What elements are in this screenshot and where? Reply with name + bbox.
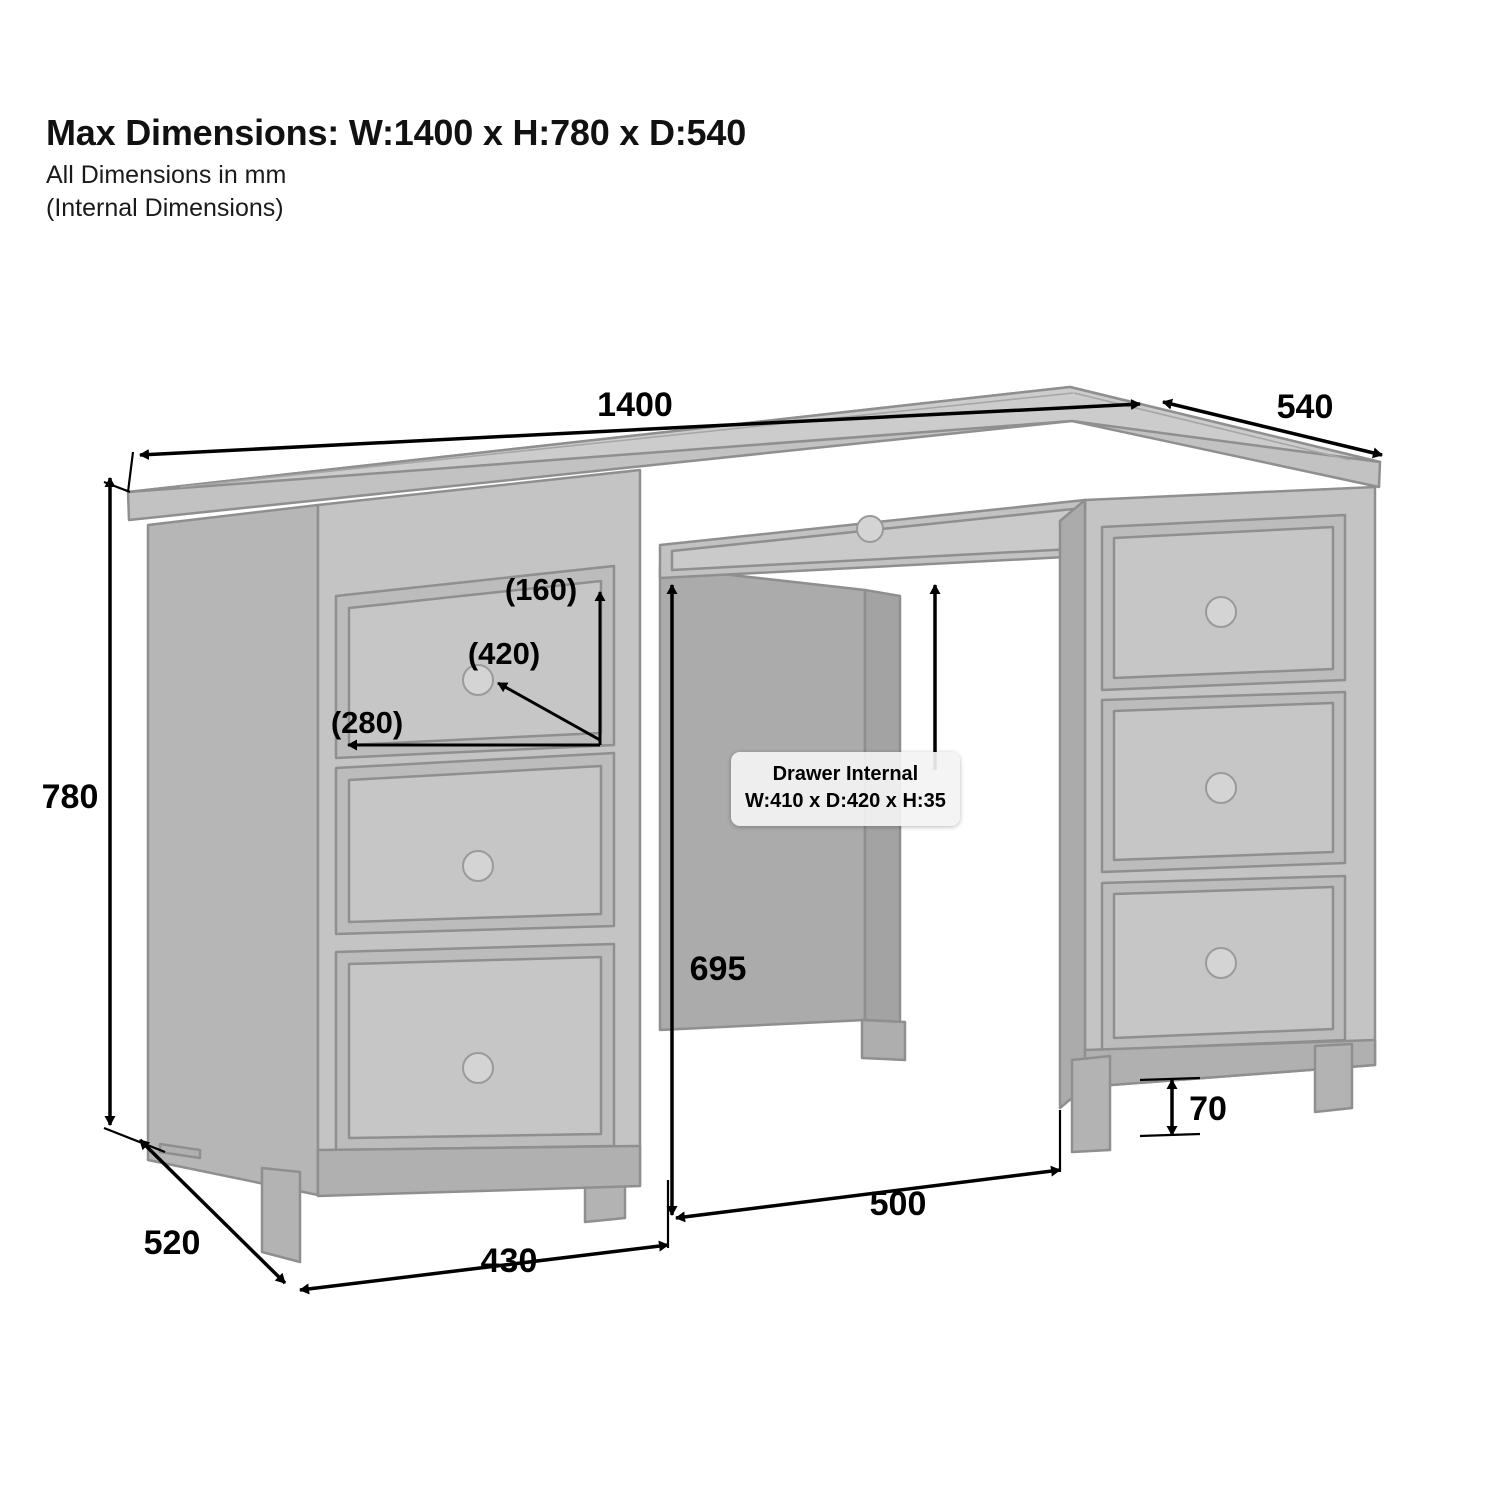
left-pedestal-foot-front-left [262,1168,300,1262]
label-160: (160) [504,572,578,607]
knob-left-bottom [463,1053,493,1083]
knob-right-bottom [1206,948,1236,978]
left-pedestal-plinth [318,1146,640,1196]
label-780: 780 [41,778,99,816]
knee-back-foot [862,1020,905,1060]
knob-left-mid [463,851,493,881]
ext-1400-left [128,452,133,492]
left-pedestal-side [148,505,318,1195]
callout-title: Drawer Internal [772,763,919,785]
label-430: 430 [480,1242,538,1280]
ext-780-top [104,482,130,492]
label-420: (420) [467,636,541,671]
right-pedestal-foot-right [1315,1044,1352,1112]
label-70: 70 [1189,1090,1227,1128]
label-1400: 1400 [597,386,673,424]
page-subtitle-secondary: (Internal Dimensions) [46,194,284,223]
right-pedestal-side-left [1060,500,1085,1108]
label-500: 500 [869,1185,927,1223]
label-540: 540 [1276,388,1334,426]
label-520: 520 [143,1224,201,1262]
dim-line-500 [676,1170,1060,1218]
ext-70-bottom [1140,1134,1200,1136]
knob-right-top [1206,597,1236,627]
left-pedestal-foot-front-right [585,1186,625,1222]
page-title: Max Dimensions: W:1400 x H:780 x D:540 [46,112,747,153]
label-695: 695 [689,950,747,988]
knob-right-mid [1206,773,1236,803]
right-pedestal-foot-left [1072,1056,1110,1152]
callout-values: W:410 x D:420 x H:35 [745,790,946,812]
page-subtitle: All Dimensions in mm [46,161,287,190]
knob-center [857,516,883,542]
label-280: (280) [330,705,404,740]
drawer-internal-callout [731,752,960,826]
